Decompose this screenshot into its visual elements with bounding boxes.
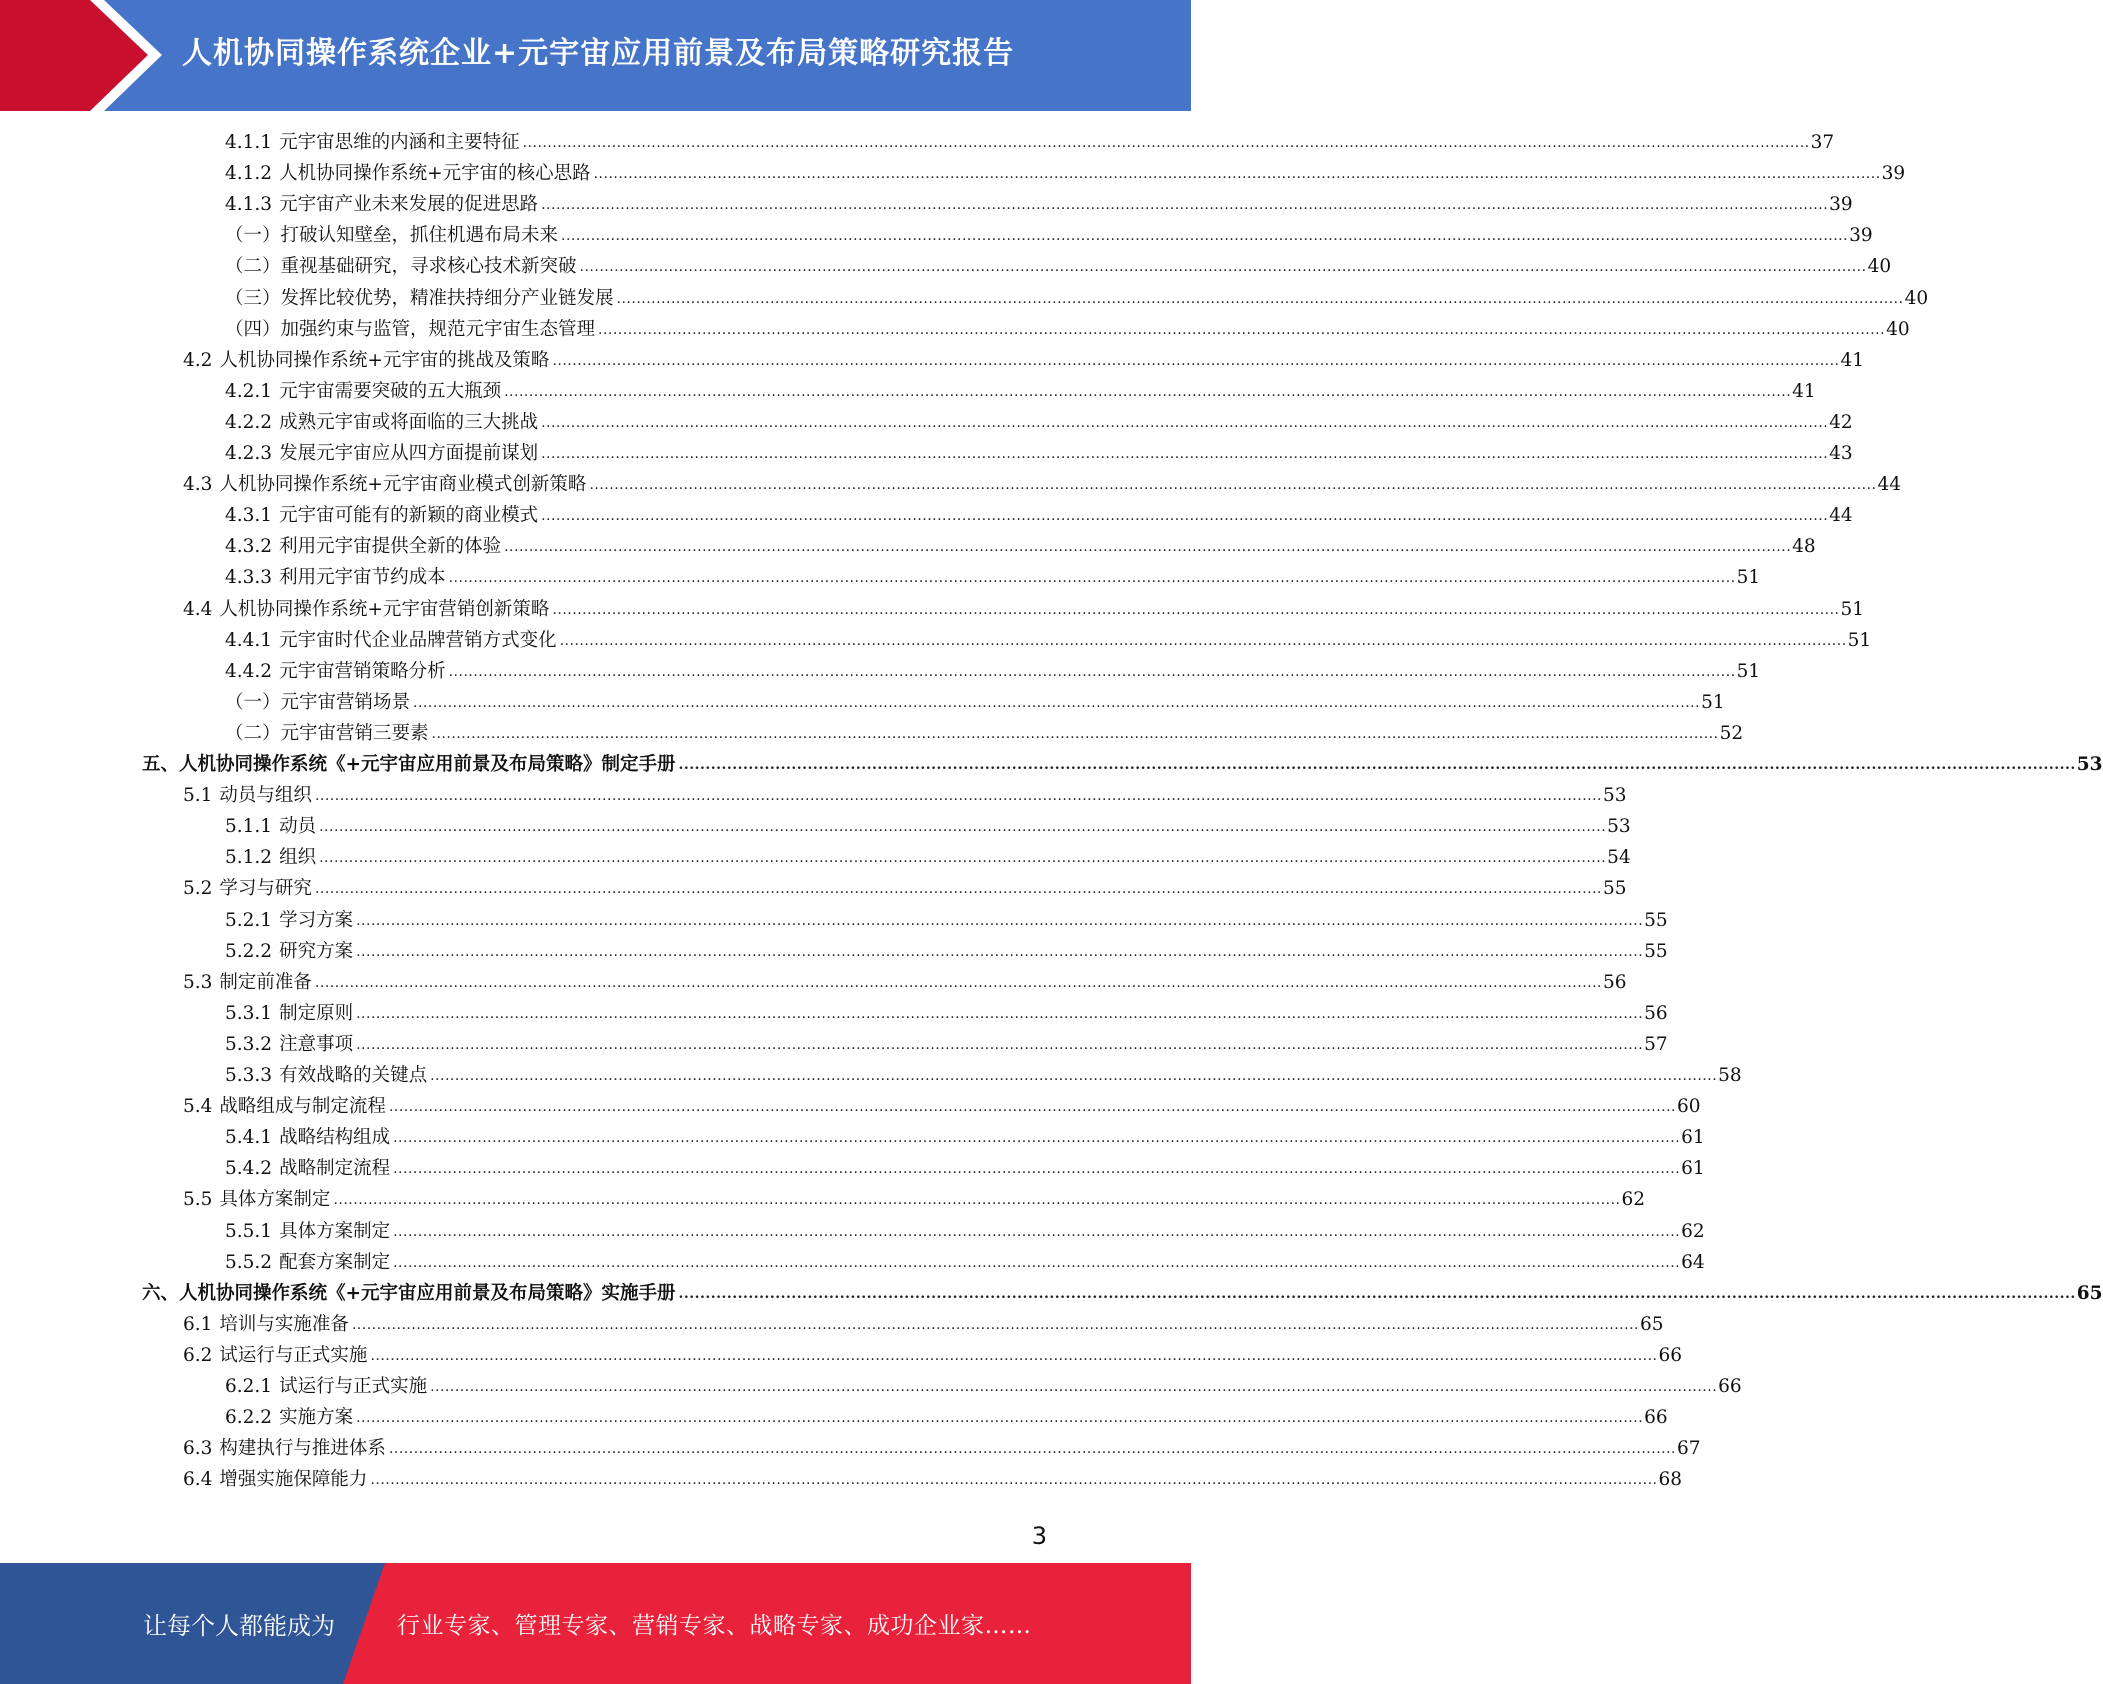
toc-entry-title [225,562,449,593]
toc-dot-leader: .................................................................................................................................................................................................................................................................... [356,912,1644,929]
toc-entry-number: 4.3.1 [225,505,273,527]
toc-entry-label: 试运行与正式实施 [219,1344,368,1366]
toc-entry-title [225,998,356,1029]
toc-dot-leader: .................................................................................................................................................................................................................................................................... [552,601,1840,618]
toc-page-number: 56 [1603,971,1627,993]
toc-dot-leader: .................................................................................................................................................................................................................................................................... [314,881,1602,898]
toc-entry-title [225,1402,356,1433]
toc-page-number: 44 [1877,474,1902,496]
toc-entry[interactable] [142,1278,2103,1309]
toc-page-number: 60 [1677,1096,1701,1118]
toc-page-number: 51 [1736,660,1761,682]
toc-dot-leader: .................................................................................................................................................................................................................................................................... [593,166,1881,183]
toc-entry-title [183,1433,389,1464]
toc-dot-leader: .................................................................................................................................................................................................................................................................... [541,197,1829,214]
toc-page-number: 66 [1718,1376,1742,1397]
toc-page-number: 43 [1829,443,1853,464]
toc-entry-title [225,251,580,282]
toc-entry-label: 构建执行与推进体系 [219,1438,386,1460]
toc-page-number: 39 [1881,163,1906,185]
toc-entry[interactable] [183,873,1627,904]
toc-entry-label: 人机协同操作系统+元宇宙营销创新策略 [219,598,550,620]
toc-entry-title [183,1340,370,1371]
toc-page-number: 64 [1681,1251,1705,1273]
toc-entry[interactable] [183,1184,1646,1215]
toc-page-number: 41 [1792,380,1816,402]
toc-entry-title [225,158,594,189]
toc-dot-leader: .................................................................................................................................................................................................................................................................... [393,1254,1681,1271]
toc-dot-leader: .................................................................................................................................................................................................................................................................... [314,974,1602,991]
toc-entry[interactable] [183,1091,1701,1122]
toc-entry-label: 试运行与正式实施 [279,1376,428,1397]
toc-dot-leader: .................................................................................................................................................................................................................................................................... [678,1285,2076,1302]
toc-entry[interactable] [225,251,1892,282]
toc-entry-label: 六、人机协同操作系统《+元宇宙应用前景及布局策略》实施手册 [142,1282,676,1304]
toc-entry-number: 5.3.3 [225,1065,273,1086]
toc-entry-title [225,1216,393,1247]
toc-entry-label: （一）打破认知壁垒，抓住机遇布局未来 [225,225,559,247]
toc-entry-number: 6.2.2 [225,1407,273,1429]
toc-entry[interactable] [225,905,1668,936]
toc-page-number: 53 [1607,816,1631,838]
toc-dot-leader: .................................................................................................................................................................................................................................................................... [388,1099,1676,1116]
toc-entry-label: 实施方案 [279,1407,354,1429]
toc-entry-label: 学习方案 [279,909,354,931]
toc-entry-title [183,1309,352,1340]
toc-page-number: 62 [1621,1189,1646,1211]
toc-entry-label: 增强实施保障能力 [219,1469,368,1491]
toc-entry-title [225,220,561,251]
toc-page-number: 65 [1640,1313,1664,1335]
toc-page-number: 65 [2076,1282,2103,1304]
toc-dot-leader: .................................................................................................................................................................................................................................................................... [541,508,1829,525]
toc-entry-number: 6.2 [183,1344,213,1366]
toc-dot-leader: .................................................................................................................................................................................................................................................................... [561,228,1849,245]
toc-entry-number: 5.5 [183,1189,213,1211]
toc-entry-label: （二）元宇宙营销三要素 [225,722,429,744]
toc-entry-label: 人机协同操作系统+元宇宙的核心思路 [279,163,591,185]
toc-entry-label: 制定原则 [279,1002,354,1024]
toc-dot-leader: .................................................................................................................................................................................................................................................................... [356,1005,1644,1022]
page-footer [0,1563,1191,1684]
toc-entry-title [225,811,319,842]
toc-entry-number: 4.2 [183,349,213,371]
toc-entry[interactable] [225,1153,1705,1184]
toc-page-number: 40 [1886,318,1910,340]
toc-entry-number: 5.4.2 [225,1158,273,1180]
toc-entry[interactable] [225,998,1668,1029]
toc-dot-leader: .................................................................................................................................................................................................................................................................... [552,352,1840,369]
toc-page-number: 66 [1658,1344,1683,1366]
toc-entry-label: 元宇宙需要突破的五大瓶颈 [279,380,502,402]
toc-entry-title [225,1371,430,1402]
toc-entry[interactable] [225,220,1873,251]
toc-dot-leader: .................................................................................................................................................................................................................................................................... [541,446,1829,462]
toc-entry[interactable] [225,936,1668,967]
toc-page-number: 41 [1840,349,1865,371]
toc-entry-title [225,189,541,220]
toc-dot-leader: .................................................................................................................................................................................................................................................................... [356,1036,1644,1053]
toc-entry[interactable] [225,158,1906,189]
toc-page-number: 53 [1603,785,1627,807]
toc-entry-title [183,1091,389,1122]
toc-page-number: 53 [2076,754,2103,775]
toc-dot-leader: .................................................................................................................................................................................................................................................................... [393,1130,1681,1147]
toc-entry-label: 战略组成与制定流程 [219,1096,386,1118]
toc-dot-leader: .................................................................................................................................................................................................................................................................... [522,135,1810,151]
toc-dot-leader: .................................................................................................................................................................................................................................................................... [351,1316,1639,1333]
toc-entry[interactable] [183,967,1627,998]
toc-entry-title [225,687,413,718]
toc-entry-number: 6.2.1 [225,1376,273,1397]
toc-page-number: 54 [1607,847,1631,869]
toc-dot-leader: .................................................................................................................................................................................................................................................................... [678,757,2076,773]
toc-entry-number: 5.5.2 [225,1251,273,1273]
toc-entry[interactable] [225,562,1761,593]
toc-page-number: 42 [1829,411,1853,433]
toc-entry[interactable] [225,531,1816,562]
toc-entry-title [225,127,523,158]
toc-entry-title [225,656,449,687]
toc-dot-leader: .................................................................................................................................................................................................................................................................... [430,1068,1718,1084]
toc-dot-leader: .................................................................................................................................................................................................................................................................... [616,290,1904,307]
toc-entry[interactable] [225,500,1853,531]
toc-page-number: 39 [1849,225,1873,247]
toc-entry-label: 研究方案 [279,940,354,962]
toc-dot-leader: .................................................................................................................................................................................................................................................................... [356,943,1644,960]
toc-entry-number: 6.4 [183,1469,213,1491]
toc-dot-leader: .................................................................................................................................................................................................................................................................... [579,259,1867,276]
toc-entry-number: 4.2.3 [225,443,273,464]
header-title: 人机协同操作系统企业+元宇宙应用前景及布局策略研究报告 [182,36,1015,71]
toc-entry-label: （四）加强约束与监管，规范元宇宙生态管理 [225,318,596,340]
toc-entry[interactable] [142,749,2103,780]
toc-dot-leader: .................................................................................................................................................................................................................................................................... [448,570,1736,587]
header-red-arrow [0,0,148,111]
toc-entry-label: 有效战略的关键点 [279,1065,428,1086]
toc-entry-label: （二）重视基础研究，寻求核心技术新突破 [225,256,577,278]
toc-page-number: 39 [1829,194,1853,216]
toc-dot-leader: .................................................................................................................................................................................................................................................................... [413,694,1701,711]
toc-entry-number: 5.4.1 [225,1127,273,1149]
toc-page-number: 40 [1904,287,1929,309]
toc-entry[interactable] [225,811,1631,842]
toc-page-number: 37 [1810,132,1835,153]
toc-entry-title [225,625,560,656]
toc-entry[interactable] [225,1402,1668,1433]
toc-dot-leader: .................................................................................................................................................................................................................................................................... [431,725,1719,742]
toc-entry-label: 元宇宙思维的内涵和主要特征 [279,132,520,153]
toc-entry[interactable] [183,469,1902,500]
toc-entry-number: 4.2.2 [225,411,273,433]
toc-page-number: 57 [1644,1033,1668,1055]
toc-page-number: 44 [1829,505,1853,527]
toc-entry-number: 4.4 [183,598,213,620]
toc-entry[interactable] [183,1433,1701,1464]
toc-dot-leader: .................................................................................................................................................................................................................................................................... [559,632,1847,649]
toc-entry-title [225,314,598,345]
toc-entry-title [225,1247,393,1278]
toc-dot-leader: .................................................................................................................................................................................................................................................................... [356,1410,1644,1427]
toc-entry[interactable] [183,780,1627,811]
toc-page-number: 61 [1681,1127,1705,1149]
toc-entry-title [225,842,319,873]
toc-entry-number: 4.2.1 [225,380,273,402]
toc-entry-label: 人机协同操作系统+元宇宙的挑战及策略 [219,349,550,371]
toc-page-number: 61 [1681,1158,1705,1180]
toc-dot-leader: .................................................................................................................................................................................................................................................................... [448,663,1736,680]
toc-entry-number: 4.1.2 [225,163,273,185]
toc-dot-leader: .................................................................................................................................................................................................................................................................... [393,1161,1681,1178]
toc-entry[interactable] [225,1216,1705,1247]
toc-entry-title [225,1029,356,1060]
toc-entry[interactable] [225,1029,1668,1060]
toc-dot-leader: .................................................................................................................................................................................................................................................................... [541,414,1829,431]
toc-entry[interactable] [225,127,1835,158]
toc-entry[interactable] [225,314,1910,345]
page-header [0,0,1191,111]
toc-entry-label: 战略结构组成 [279,1127,391,1149]
toc-entry-label: （一）元宇宙营销场景 [225,691,411,713]
toc-entry-number: 5.4 [183,1096,213,1118]
toc-dot-leader: .................................................................................................................................................................................................................................................................... [388,1441,1676,1458]
toc-entry[interactable] [183,1309,1664,1340]
toc-entry-title [225,438,541,469]
toc-page-number: 51 [1847,629,1872,651]
toc-entry-label: 战略制定流程 [279,1158,391,1180]
toc-dot-leader: .................................................................................................................................................................................................................................................................... [598,321,1886,338]
toc-entry-number: 5.1 [183,785,213,807]
toc-dot-leader: .................................................................................................................................................................................................................................................................... [319,819,1607,836]
toc-entry-title [225,376,504,407]
toc-entry[interactable] [225,1122,1705,1153]
toc-page-number: 58 [1718,1065,1742,1086]
toc-entry[interactable] [225,438,1853,469]
toc-entry-title [225,936,356,967]
toc-entry-number: 4.3.3 [225,567,273,589]
toc-page-number: 55 [1644,909,1668,931]
toc-entry-title [142,749,679,780]
toc-entry[interactable] [225,625,1872,656]
toc-entry-label: 注意事项 [279,1033,354,1055]
toc-entry-label: 五、人机协同操作系统《+元宇宙应用前景及布局策略》制定手册 [142,754,676,775]
toc-entry-title [142,1278,679,1309]
toc-dot-leader: .................................................................................................................................................................................................................................................................... [393,1223,1681,1240]
page-number: 3 [1031,1522,1047,1550]
toc-entry-title [183,780,315,811]
toc-entry-number: 5.1.2 [225,847,273,869]
toc-entry[interactable] [225,283,1929,314]
footer-slogan-left: 让每个人都能成为 [143,1612,335,1640]
toc-entry-label: 动员与组织 [219,785,312,807]
toc-dot-leader: .................................................................................................................................................................................................................................................................... [504,539,1792,556]
toc-entry[interactable] [183,1464,1683,1495]
toc-entry-number: 6.3 [183,1438,213,1460]
toc-entry-number: 5.3 [183,971,213,993]
toc-entry-title [225,500,541,531]
toc-entry[interactable] [225,1371,1742,1402]
toc-entry-label: 利用元宇宙节约成本 [279,567,446,589]
toc-entry-number: 5.2 [183,878,213,900]
toc-entry[interactable] [225,687,1725,718]
toc-entry-number: 5.1.1 [225,816,273,838]
toc-entry-label: 学习与研究 [219,878,312,900]
toc-entry-label: 配套方案制定 [279,1251,391,1273]
toc-entry-title [225,1060,430,1091]
toc-entry-title [183,1184,333,1215]
toc-entry-title [225,531,504,562]
toc-entry-number: 4.1.1 [225,132,273,153]
toc-entry-number: 4.4.2 [225,660,273,682]
toc-entry-label: 成熟元宇宙或将面临的三大挑战 [279,411,539,433]
toc-page-number: 40 [1867,256,1892,278]
toc-page-number: 56 [1644,1002,1668,1024]
toc-entry[interactable] [225,656,1761,687]
toc-page-number: 68 [1658,1469,1683,1491]
toc-entry-title [183,469,589,500]
toc-dot-leader: .................................................................................................................................................................................................................................................................... [370,1347,1658,1364]
toc-entry-number: 4.3.2 [225,536,273,558]
toc-entry-title [183,967,315,998]
toc-entry[interactable] [225,189,1853,220]
toc-page-number: 55 [1603,878,1627,900]
toc-page-number: 51 [1840,598,1865,620]
toc-entry-title [183,594,552,625]
toc-page-number: 51 [1701,691,1725,713]
toc-entry[interactable] [225,718,1744,749]
toc-dot-leader: .................................................................................................................................................................................................................................................................... [319,850,1607,867]
toc-entry-label: 制定前准备 [219,971,312,993]
toc-dot-leader: .................................................................................................................................................................................................................................................................... [430,1379,1718,1395]
toc-entry-title [225,905,356,936]
toc-entry-title [225,407,541,438]
toc-entry-number: 5.3.1 [225,1002,273,1024]
toc-dot-leader: .................................................................................................................................................................................................................................................................... [314,788,1602,805]
toc-dot-leader: .................................................................................................................................................................................................................................................................... [333,1192,1621,1209]
toc-entry[interactable] [183,1340,1683,1371]
toc-entry-label: 培训与实施准备 [219,1313,349,1335]
toc-page-number: 55 [1644,940,1668,962]
toc-page-number: 62 [1681,1220,1705,1242]
toc-entry-title [183,345,552,376]
toc-entry[interactable] [183,345,1865,376]
toc-entry-title [225,1153,393,1184]
toc-page-number: 51 [1736,567,1761,589]
toc-entry-number: 5.3.2 [225,1033,273,1055]
toc-dot-leader: .................................................................................................................................................................................................................................................................... [370,1472,1658,1489]
toc-entry-title [225,1122,393,1153]
toc-entry-label: （三）发挥比较优势，精准扶持细分产业链发展 [225,287,614,309]
toc-entry[interactable] [183,594,1865,625]
toc-entry-label: 元宇宙营销策略分析 [279,660,446,682]
toc-entry-label: 组织 [279,847,317,869]
toc-entry[interactable] [225,1060,1742,1091]
toc-entry-title [225,283,617,314]
toc-entry-title [225,718,432,749]
toc-entry-label: 利用元宇宙提供全新的体验 [279,536,502,558]
toc-entry-label: 人机协同操作系统+元宇宙商业模式创新策略 [219,474,587,496]
toc-entry-label: 元宇宙产业未来发展的促进思路 [279,194,539,216]
toc-dot-leader: .................................................................................................................................................................................................................................................................... [589,477,1877,494]
toc-page-number: 52 [1719,722,1744,744]
toc-entry[interactable] [225,1247,1705,1278]
toc-entry-label: 发展元宇宙应从四方面提前谋划 [279,443,539,464]
toc-entry[interactable] [225,376,1816,407]
toc-entry-label: 具体方案制定 [219,1189,331,1211]
toc-entry-title [183,1464,370,1495]
toc-entry[interactable] [225,842,1631,873]
toc-entry-label: 元宇宙可能有的新颖的商业模式 [279,505,539,527]
toc-entry-number: 5.5.1 [225,1220,273,1242]
toc-page-number: 67 [1677,1438,1701,1460]
toc-entry-number: 4.1.3 [225,194,273,216]
toc-entry-label: 元宇宙时代企业品牌营销方式变化 [279,629,557,651]
toc-entry-label: 具体方案制定 [279,1220,391,1242]
footer-slogan-right: 行业专家、管理专家、营销专家、战略专家、成功企业家…… [397,1613,1032,1639]
toc-page-number: 66 [1644,1407,1668,1429]
toc-entry-number: 5.2.1 [225,909,273,931]
toc-entry-title [183,873,315,904]
toc-entry[interactable] [225,407,1853,438]
toc-entry-number: 4.3 [183,474,213,496]
toc-entry-number: 4.4.1 [225,629,273,651]
toc-entry-label: 动员 [279,816,317,838]
toc-page-number: 48 [1792,536,1816,558]
toc-entry-number: 5.2.2 [225,940,273,962]
toc-entry-number: 6.1 [183,1313,213,1335]
toc-dot-leader: .................................................................................................................................................................................................................................................................... [504,383,1792,400]
